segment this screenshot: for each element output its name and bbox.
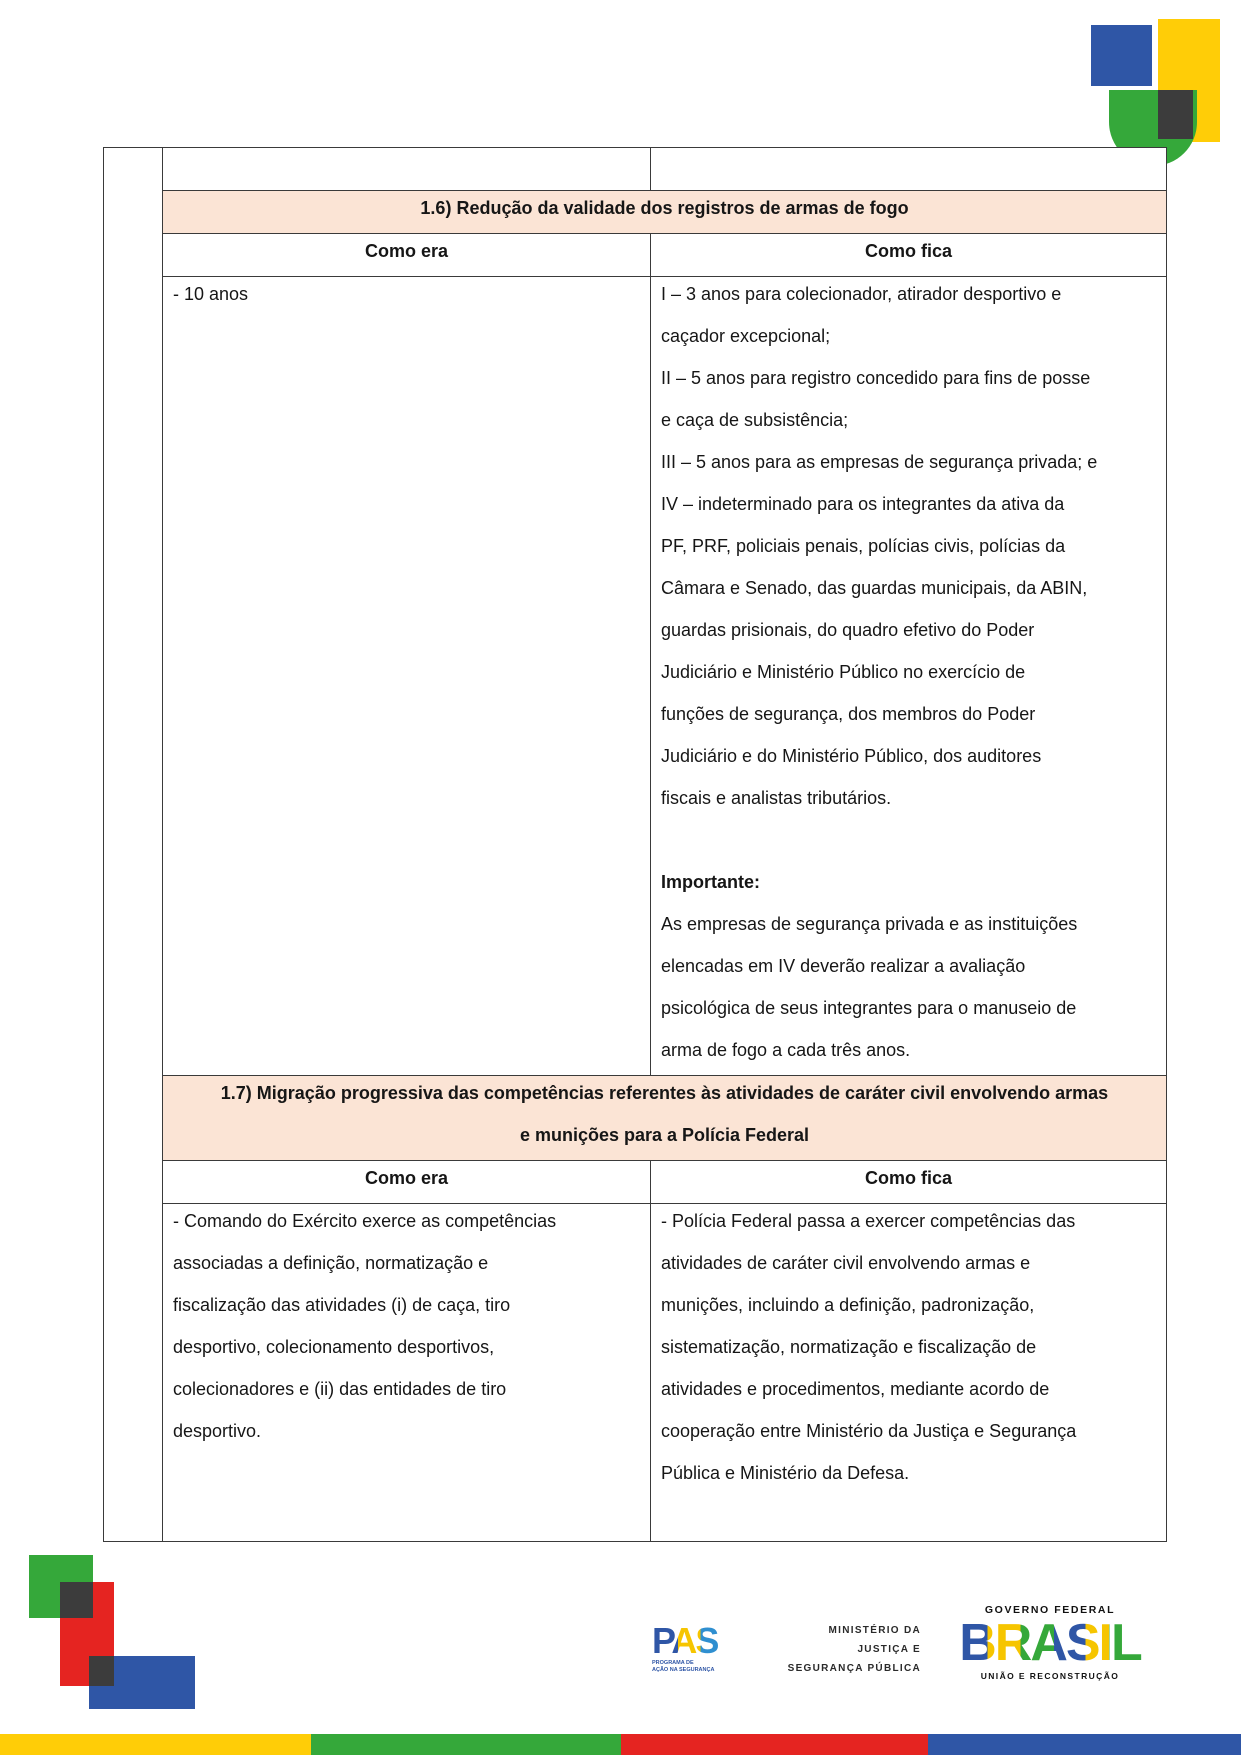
note-text-line: As empresas de segurança privada e as instituições <box>661 914 1078 934</box>
after-text-line: sistematização, normatização e fiscalização de <box>661 1337 1037 1357</box>
footer-block-dark-top <box>60 1582 93 1618</box>
paragraph-spacer <box>661 819 1160 861</box>
before-text-line: colecionadores e (ii) das entidades de tiro <box>173 1379 507 1399</box>
pas-subtitle-line: PROGRAMA DE <box>652 1660 694 1666</box>
footer-block-dark-bottom <box>89 1656 114 1686</box>
empty-cell-left <box>162 147 651 191</box>
gov-logo-word: BRASIL <box>952 1617 1148 1669</box>
stripe-green <box>311 1734 621 1755</box>
after-text-line: Judiciário e do Ministério Público, dos auditores <box>661 746 1042 766</box>
pas-subtitle-line: AÇÃO NA SEGURANÇA <box>652 1666 715 1673</box>
after-text-line: fiscais e analistas tributários. <box>661 788 892 808</box>
stripe-red <box>621 1734 928 1755</box>
col-after-label: Como fica <box>864 241 952 261</box>
section-1-7-col-after-header <box>650 1160 1167 1204</box>
section-1-7-before-cell <box>162 1203 651 1542</box>
after-text-line: guardas prisionais, do quadro efetivo do Poder <box>661 620 1035 640</box>
after-text-line: funções de segurança, dos membros do Poder <box>661 704 1036 724</box>
after-text-line: PF, PRF, policiais penais, polícias civis, polícias da <box>661 536 1066 556</box>
logo-block-blue <box>1091 25 1152 86</box>
after-text-line: II – 5 anos para registro concedido para fins de posse <box>661 368 1091 388</box>
note-text-line: psicológica de seus integrantes para o manuseio de <box>661 998 1077 1018</box>
after-text-line: atividades e procedimentos, mediante acordo de <box>661 1379 1050 1399</box>
after-text-line: munições, incluindo a definição, padronização, <box>661 1295 1035 1315</box>
before-text-line: desportivo, colecionamento desportivos, <box>173 1337 495 1357</box>
gov-logo-tagline: UNIÃO E RECONSTRUÇÃO <box>980 1671 1120 1681</box>
logo-block-dark <box>1158 90 1193 139</box>
section-1-6-before-cell <box>162 276 651 1076</box>
after-lines <box>661 276 1160 819</box>
stripe-yellow <box>0 1734 311 1755</box>
stripe-blue <box>928 1734 1241 1755</box>
before-text-line: desportivo. <box>173 1421 262 1441</box>
section-1-7-title-line: 1.7) Migração progressiva das competências referentes às atividades de caráter civil envolvendo armas <box>220 1083 1109 1103</box>
section-1-7-col-before-header <box>162 1160 651 1204</box>
after-text-line: Judiciário e Ministério Público no exercício de <box>661 662 1026 682</box>
section-1-7-after-text <box>661 1203 1160 1494</box>
ministry-line: SEGURANÇA PÚBLICA <box>787 1663 921 1674</box>
ministry-line: MINISTÉRIO DA <box>828 1625 921 1636</box>
before-text-line: - Comando do Exército exerce as competências <box>173 1211 557 1231</box>
col-before-label: Como era <box>364 1168 449 1188</box>
after-text-line: - Polícia Federal passa a exercer competências das <box>661 1211 1076 1231</box>
section-1-6-col-after-header <box>650 233 1167 277</box>
note-title: Importante: <box>661 872 760 892</box>
before-text-line: associadas a definição, normatização e <box>173 1253 489 1273</box>
ministry-line: JUSTIÇA E <box>857 1644 921 1655</box>
note-text-line: arma de fogo a cada três anos. <box>661 1040 911 1060</box>
section-1-7-before-text <box>173 1203 644 1452</box>
before-text-line: - 10 anos <box>173 284 249 304</box>
section-1-6-before-text <box>173 276 644 315</box>
after-text-line: caçador excepcional; <box>661 326 831 346</box>
before-text-line: fiscalização das atividades (i) de caça, tiro <box>173 1295 511 1315</box>
section-1-6-after-text <box>661 276 1160 1071</box>
pas-logo-letters: PAS <box>652 1622 728 1660</box>
section-1-6-after-cell <box>650 276 1167 1076</box>
governo-federal-logo <box>952 1603 1148 1683</box>
section-1-7-title <box>163 1075 1166 1156</box>
section-1-7-after-cell <box>650 1203 1167 1542</box>
section-1-6-col-before-header <box>162 233 651 277</box>
after-text-line: Pública e Ministério da Defesa. <box>661 1463 910 1483</box>
after-text-line: III – 5 anos para as empresas de segurança privada; e <box>661 452 1098 472</box>
col-after-label: Como fica <box>864 1168 952 1188</box>
note-lines <box>661 903 1160 1071</box>
pas-logo-subtitle <box>652 1660 728 1673</box>
section-1-7-title-line: e munições para a Polícia Federal <box>519 1125 810 1145</box>
after-text-line: I – 3 anos para colecionador, atirador desportivo e <box>661 284 1062 304</box>
after-text-line: cooperação entre Ministério da Justiça e Segurança <box>661 1421 1077 1441</box>
gov-logo-top: GOVERNO FEDERAL <box>984 1604 1116 1616</box>
section-1-6-header <box>162 190 1167 234</box>
ministry-wordmark <box>740 1621 921 1678</box>
pas-logo <box>652 1622 728 1673</box>
note-text-line: elencadas em IV deverão realizar a avaliação <box>661 956 1026 976</box>
after-text-line: atividades de caráter civil envolvendo armas e <box>661 1253 1031 1273</box>
section-1-7-header <box>162 1075 1167 1161</box>
after-text-line: IV – indeterminado para os integrantes da ativa da <box>661 494 1065 514</box>
section-1-6-title: 1.6) Redução da validade dos registros de armas de fogo <box>420 198 909 218</box>
empty-cell-right <box>650 147 1167 191</box>
after-text-line: Câmara e Senado, das guardas municipais, da ABIN, <box>661 578 1088 598</box>
after-text-line: e caça de subsistência; <box>661 410 849 430</box>
col-before-label: Como era <box>364 241 449 261</box>
